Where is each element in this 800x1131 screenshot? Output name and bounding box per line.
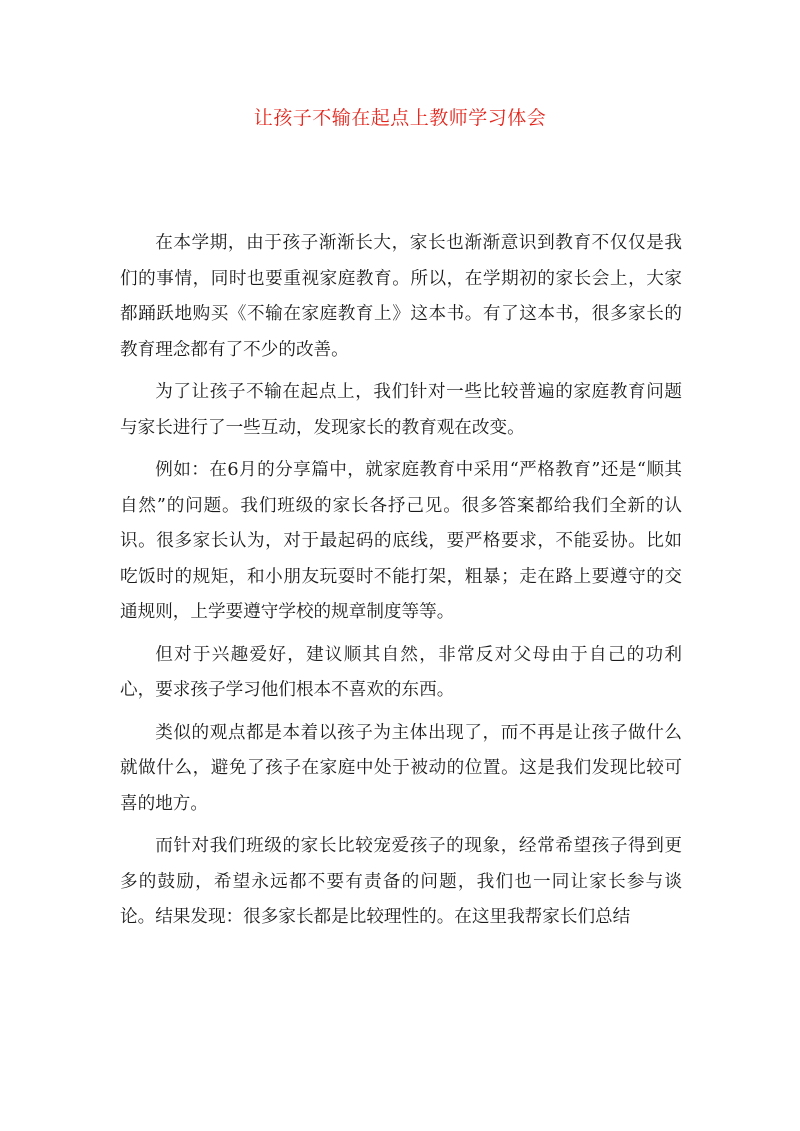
- document-title: 让孩子不输在起点上教师学习体会: [253, 107, 547, 129]
- paragraph-5: 类似的观点都是本着以孩子为主体出现了，而不再是让孩子做什么就做什么，避免了孩子在家庭中处于被动的位置。这是我们发现比较可喜的地方。: [120, 722, 682, 814]
- paragraph-2: 为了让孩子不输在起点上，我们针对一些比较普遍的家庭教育问题与家长进行了一些互动，发现家长的教育观在改变。: [120, 382, 682, 438]
- paragraph-4: 但对于兴趣爱好，建议顺其自然，非常反对父母由于自己的功利心，要求孩子学习他们根本不喜欢的东西。: [120, 644, 682, 700]
- paragraph-3: 例如：在6月的分享篇中，就家庭教育中采用“严格教育”还是“顺其自然”的问题。我们班级的家长各抒己见。很多答案都给我们全新的认识。很多家长认为，对于最起码的底线，要严格要求，不能妥协。比如吃饭时的规矩，和小朋友玩耍时不能打架，粗暴；走在路上要遵守的交通规则，上学要遵守学校的规章制度等等。: [120, 460, 682, 622]
- paragraph-1: 在本学期，由于孩子渐渐长大，家长也渐渐意识到教育不仅仅是我们的事情，同时也要重视家庭教育。所以，在学期初的家长会上，大家都踊跃地购买《不输在家庭教育上》这本书。有了这本书，很多家长的教育理念都有了不少的改善。: [120, 233, 682, 360]
- document-body: [120, 226, 682, 943]
- paragraph-6: 而针对我们班级的家长比较宠爱孩子的现象，经常希望孩子得到更多的鼓励，希望永远都不要有责备的问题，我们也一同让家长参与谈论。结果发现：很多家长都是比较理性的。在这里我帮家长们总结: [120, 836, 682, 927]
